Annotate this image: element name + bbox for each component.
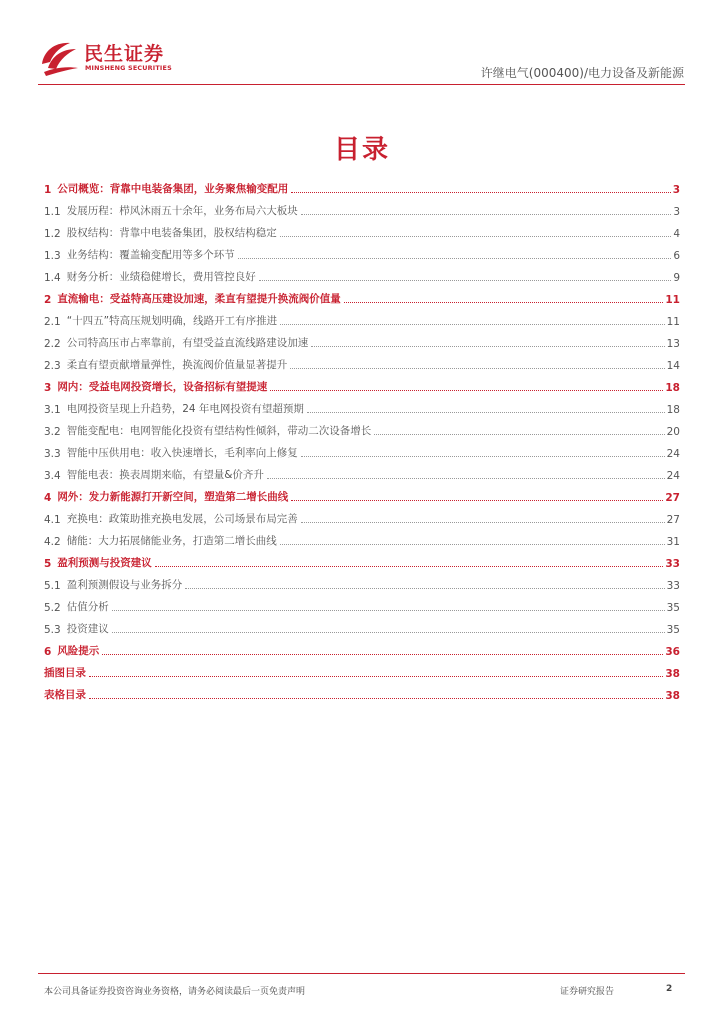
toc-dot-leader [238,257,672,259]
toc-entry-title: 风险提示 [57,645,100,657]
minsheng-logo-icon [38,38,80,78]
logo-chinese-name: 民生证券 [84,43,165,65]
toc-entry-page: 4 [673,228,680,240]
toc-entry-section[interactable] [44,328,680,350]
toc-entry-title: 发展历程：栉风沐雨五十余年，业务布局六大板块 [66,205,298,217]
toc-entry-page: 38 [665,668,680,680]
toc-entry-title: “十四五”特高压规划明确，线路开工有序推进 [66,315,278,327]
toc-entry-number: 4 [44,492,52,504]
toc-entry-title: 储能：大力拓展储能业务，打造第二增长曲线 [66,535,277,547]
toc-entry-page: 35 [666,602,680,614]
report-tag: 许继电气(000400)/电力设备及新能源 [480,66,684,80]
toc-entry-page: 11 [666,316,680,328]
toc-entry-number: 3.2 [44,426,61,438]
toc-dot-leader [89,675,663,677]
toc-dot-leader [311,345,664,347]
toc-entry-title: 充换电：政策助推充换电发展，公司场景布局完善 [66,513,298,525]
toc-entry-page: 20 [666,426,680,438]
toc-entry-chapter[interactable] [44,372,680,394]
toc-dot-leader [280,235,672,237]
toc-entry-title: 电网投资呈现上升趋势，24 年电网投资有望超预期 [66,403,304,415]
toc-entry-title: 业务结构：覆盖输变配用等多个环节 [66,249,235,261]
toc-entry-title: 财务分析：业绩稳健增长，费用管控良好 [66,271,256,283]
toc-entry-number: 6 [44,646,52,658]
toc-dot-leader [344,301,664,303]
toc-dot-leader [112,609,665,611]
table-of-contents [44,174,680,702]
toc-entry-number: 1 [44,184,52,196]
toc-title: 目录 [333,135,390,165]
toc-entry-page: 27 [666,514,680,526]
toc-entry-title: 插图目录 [44,667,86,679]
toc-entry-page: 9 [673,272,680,284]
logo-english-name: MINSHENG SECURITIES [85,64,172,72]
toc-entry-section[interactable] [44,460,680,482]
company-logo [38,38,188,78]
toc-entry-title: 网内：受益电网投资增长，设备招标有望提速 [57,381,268,393]
toc-entry-page: 31 [666,536,680,548]
toc-entry-title: 盈利预测与投资建议 [57,557,152,569]
toc-dot-leader [374,433,664,435]
toc-dot-leader [102,653,663,655]
toc-entry-number: 2.3 [44,360,61,372]
toc-entry-page: 3 [673,206,680,218]
toc-entry-number: 3.1 [44,404,61,416]
toc-entry-section[interactable] [44,614,680,636]
toc-entry-section[interactable] [44,416,680,438]
toc-entry-title: 公司特高压市占率靠前，有望受益直流线路建设加速 [66,337,309,349]
toc-entry-number: 5.1 [44,580,61,592]
toc-dot-leader [301,455,665,457]
toc-entry-section[interactable] [44,262,680,284]
footer-disclaimer: 本公司具备证券投资咨询业务资格，请务必阅读最后一页免责声明 [44,987,306,997]
toc-entry-title: 智能电表：换表周期来临，有望量&价齐升 [66,469,264,481]
toc-entry-page: 14 [666,360,680,372]
toc-entry-page: 33 [666,580,680,592]
toc-dot-leader [112,631,665,633]
toc-entry-chapter[interactable] [44,284,680,306]
toc-entry-number: 3 [44,382,52,394]
toc-entry-title: 估值分析 [66,601,109,613]
toc-entry-title: 柔直有望贡献增量弹性，换流阀价值量显著提升 [66,359,288,371]
toc-entry-section[interactable] [44,196,680,218]
toc-entry-number: 5 [44,558,52,570]
toc-entry-number: 2.1 [44,316,61,328]
toc-dot-leader [259,279,672,281]
toc-entry-page: 35 [666,624,680,636]
toc-entry-section[interactable] [44,350,680,372]
toc-entry-page: 38 [665,690,680,702]
toc-dot-leader [301,521,665,523]
toc-dot-leader [290,367,664,369]
toc-entry-title: 表格目录 [44,689,86,701]
toc-dot-leader [307,411,665,413]
toc-entry-number: 3.4 [44,470,61,482]
header-divider [38,84,685,85]
toc-entry-page: 18 [665,382,680,394]
toc-entry-page: 33 [665,558,680,570]
toc-dot-leader [267,477,665,479]
toc-entry-chapter[interactable] [44,636,680,658]
toc-entry-title: 盈利预测假设与业务拆分 [66,579,183,591]
toc-dot-leader [270,389,663,391]
toc-entry-number: 4.1 [44,514,61,526]
toc-entry-title: 网外：发力新能源打开新空间，塑造第二增长曲线 [57,491,289,503]
toc-entry-section[interactable] [44,570,680,592]
toc-entry-number: 2 [44,294,52,306]
toc-entry-number: 1.1 [44,206,61,218]
toc-entry-page: 27 [665,492,680,504]
toc-entry-chapter[interactable] [44,482,680,504]
toc-dot-leader [155,565,664,567]
toc-entry-page: 24 [666,448,680,460]
toc-dot-leader [280,323,665,325]
toc-entry-page: 36 [665,646,680,658]
toc-dot-leader [301,213,672,215]
toc-entry-chapter[interactable] [44,548,680,570]
toc-entry-section[interactable] [44,504,680,526]
toc-entry-number: 5.3 [44,624,61,636]
toc-entry-chapter[interactable] [44,680,680,702]
toc-entry-page: 6 [673,250,680,262]
toc-entry-section[interactable] [44,306,680,328]
toc-entry-number: 3.3 [44,448,61,460]
page-header [0,0,724,86]
toc-entry-number: 4.2 [44,536,61,548]
toc-entry-title: 智能中压供用电：收入快速增长，毛利率向上修复 [66,447,298,459]
footer-divider [38,973,685,974]
toc-entry-title: 智能变配电：电网智能化投资有望结构性倾斜，带动二次设备增长 [66,425,372,437]
toc-entry-title: 股权结构：背靠中电装备集团，股权结构稳定 [66,227,277,239]
toc-entry-title: 公司概览：背靠中电装备集团，业务聚焦输变配用 [57,183,289,195]
toc-entry-section[interactable] [44,526,680,548]
toc-entry-section[interactable] [44,592,680,614]
toc-dot-leader [291,191,670,193]
toc-entry-section[interactable] [44,218,680,240]
toc-dot-leader [185,587,664,589]
toc-dot-leader [280,543,665,545]
toc-entry-page: 3 [672,184,680,196]
footer-page-number: 2 [666,984,673,994]
toc-entry-number: 1.4 [44,272,61,284]
toc-entry-page: 24 [666,470,680,482]
toc-entry-section[interactable] [44,240,680,262]
toc-entry-title: 投资建议 [66,623,109,635]
toc-entry-page: 11 [665,294,680,306]
toc-entry-title: 直流输电：受益特高压建设加速，柔直有望提升换流阀价值量 [57,293,341,305]
toc-dot-leader [89,697,663,699]
toc-entry-number: 1.3 [44,250,61,262]
toc-dot-leader [291,499,663,501]
toc-entry-section[interactable] [44,394,680,416]
toc-entry-number: 5.2 [44,602,61,614]
toc-entry-page: 18 [666,404,680,416]
toc-entry-number: 2.2 [44,338,61,350]
footer-report-type: 证券研究报告 [560,987,615,997]
toc-entry-page: 13 [666,338,680,350]
toc-entry-chapter[interactable] [44,174,680,196]
toc-entry-chapter[interactable] [44,658,680,680]
toc-entry-number: 1.2 [44,228,61,240]
toc-entry-section[interactable] [44,438,680,460]
